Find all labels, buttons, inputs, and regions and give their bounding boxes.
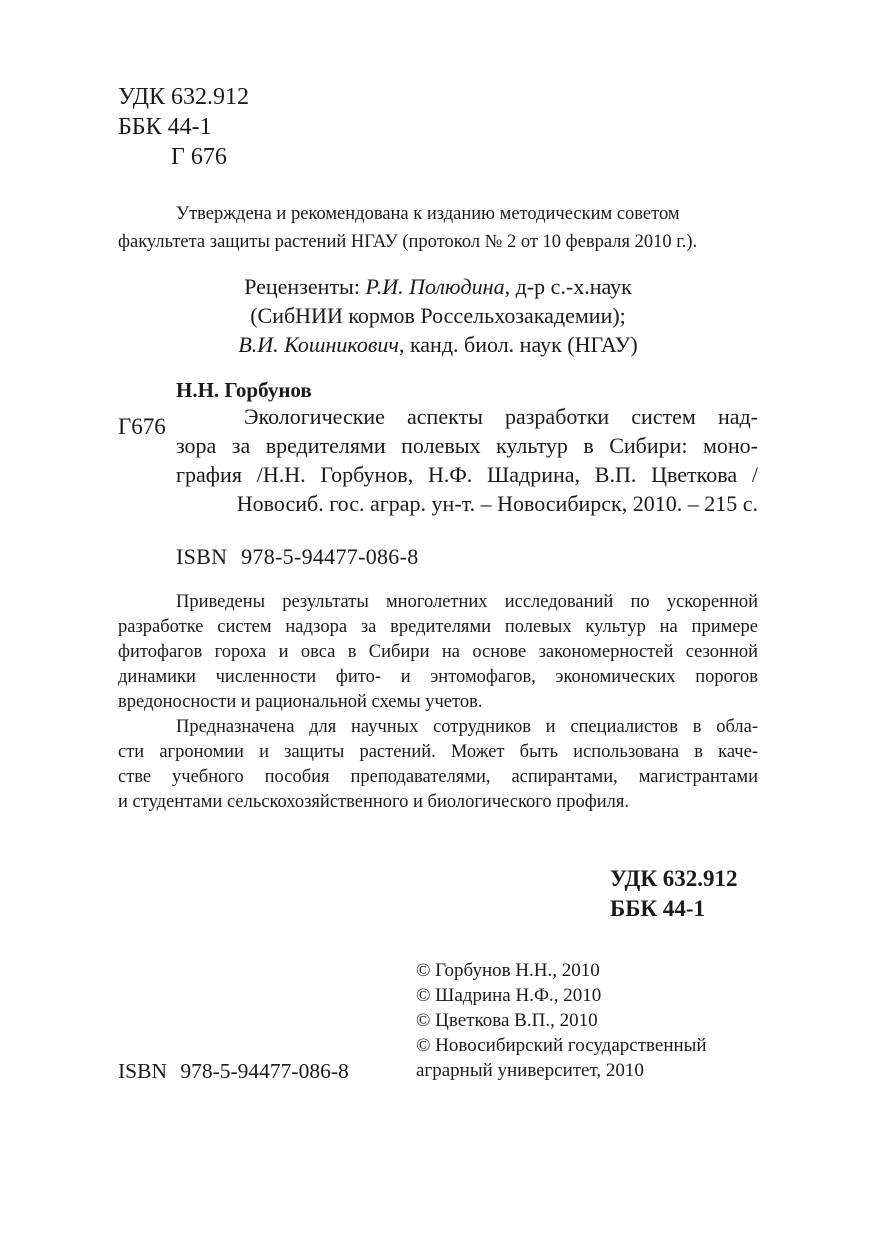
author-mark: Г 676 [171,144,227,170]
isbn-bottom: ISBN 978-5-94477-086-8 [118,1059,349,1083]
bbk-code: ББК 44-1 [118,114,212,140]
udk-code: УДК 632.912 [118,84,249,110]
catalog-mark: Г676 [118,414,166,439]
isbn-top: ISBN 978-5-94477-086-8 [176,544,419,569]
annotation-p1-l5 [118,690,758,715]
annotation-p1-l2 [118,615,758,640]
copyright-3: © Цветкова В.П., 2010 [416,1010,598,1031]
reviewer-1-org: (СибНИИ кормов Россельхозакадемии); [250,303,626,328]
annotation-p2-l1-text: Предназначена для научных сотрудников и специалистов в обла- [176,717,758,737]
bibliographic-description [176,402,758,518]
annotation-p2-l3-text: стве учебного пособия преподавателями, аспирантами, магистрантами [118,767,758,787]
copyright-4-line-1: © Новосибирский государственный [416,1035,707,1056]
reviewer-1-degree: , д-р с.-х.наук [504,274,632,299]
reviewer-2-degree: , канд. биол. наук (НГАУ) [398,332,638,357]
annotation-p2-l2 [118,740,758,765]
annotation-p1-l5-text: вредоносности и рациональной схемы учетов. [118,692,483,712]
annotation-p1-l2-text: разработке систем надзора за вредителями полевых культур на примере [118,617,758,637]
annotation-p1-l4-text: динамики численности фито- и энтомофагов, экономических порогов [118,667,758,687]
bottom-udk-code: УДК 632.912 [610,866,738,891]
annotation-p1-l1-text: Приведены результаты многолетних исследований по ускоренной [176,592,758,612]
annotation-p2-l1 [118,715,758,740]
author-heading: Н.Н. Горбунов [176,378,312,402]
approval-line-1: Утверждена и рекомендована к изданию методическим советом [176,204,680,224]
copyright-block [416,958,707,1083]
reviewer-2-name: В.И. Кошникович [238,332,399,357]
annotation [118,590,758,815]
annotation-p1-l1 [118,590,758,615]
annotation-p1-l3-text: фитофагов гороха и овса в Сибири на основе закономерностей сезонной [118,642,758,662]
reviewer-1-line [118,272,758,301]
approval-line-2: факультета защиты растений НГАУ (протокол № 2 от 10 февраля 2010 г.). [118,232,698,252]
reviewer-1-name: Р.И. Полюдина [365,274,505,299]
annotation-p2-l3 [118,765,758,790]
reviewer-2-line [118,330,758,359]
copyright-1: © Горбунов Н.Н., 2010 [416,960,600,981]
biblio-line-1 [176,402,758,431]
copyright-4-line-2: аграрный университет, 2010 [416,1060,644,1081]
annotation-p2-l4-text: и студентами сельскохозяйственного и биологического профиля. [118,792,629,812]
biblio-line-3 [176,460,758,489]
annotation-p1-l3 [118,640,758,665]
annotation-p2-l2-text: сти агрономии и защиты растений. Может быть использована в каче- [118,742,758,762]
biblio-line-2-text: зора за вредителями полевых культур в Сибири: моно- [176,433,758,458]
copyright-2: © Шадрина Н.Ф., 2010 [416,985,602,1006]
biblio-line-2 [176,431,758,460]
biblio-line-4 [176,489,758,518]
bottom-bbk-code: ББК 44-1 [610,896,705,921]
biblio-line-1-text: Экологические аспекты разработки систем над- [244,404,758,429]
annotation-p2-l4 [118,790,758,815]
reviewers-label: Рецензенты: [244,274,366,299]
annotation-p1-l4 [118,665,758,690]
biblio-line-4-text: Новосиб. гос. аграр. ун-т. – Новосибирск, 2010. – 215 с. [236,491,758,516]
reviewers-block [118,272,758,359]
biblio-line-3-text: графия /Н.Н. Горбунов, Н.Ф. Шадрина, В.П. Цветкова / [176,462,758,487]
